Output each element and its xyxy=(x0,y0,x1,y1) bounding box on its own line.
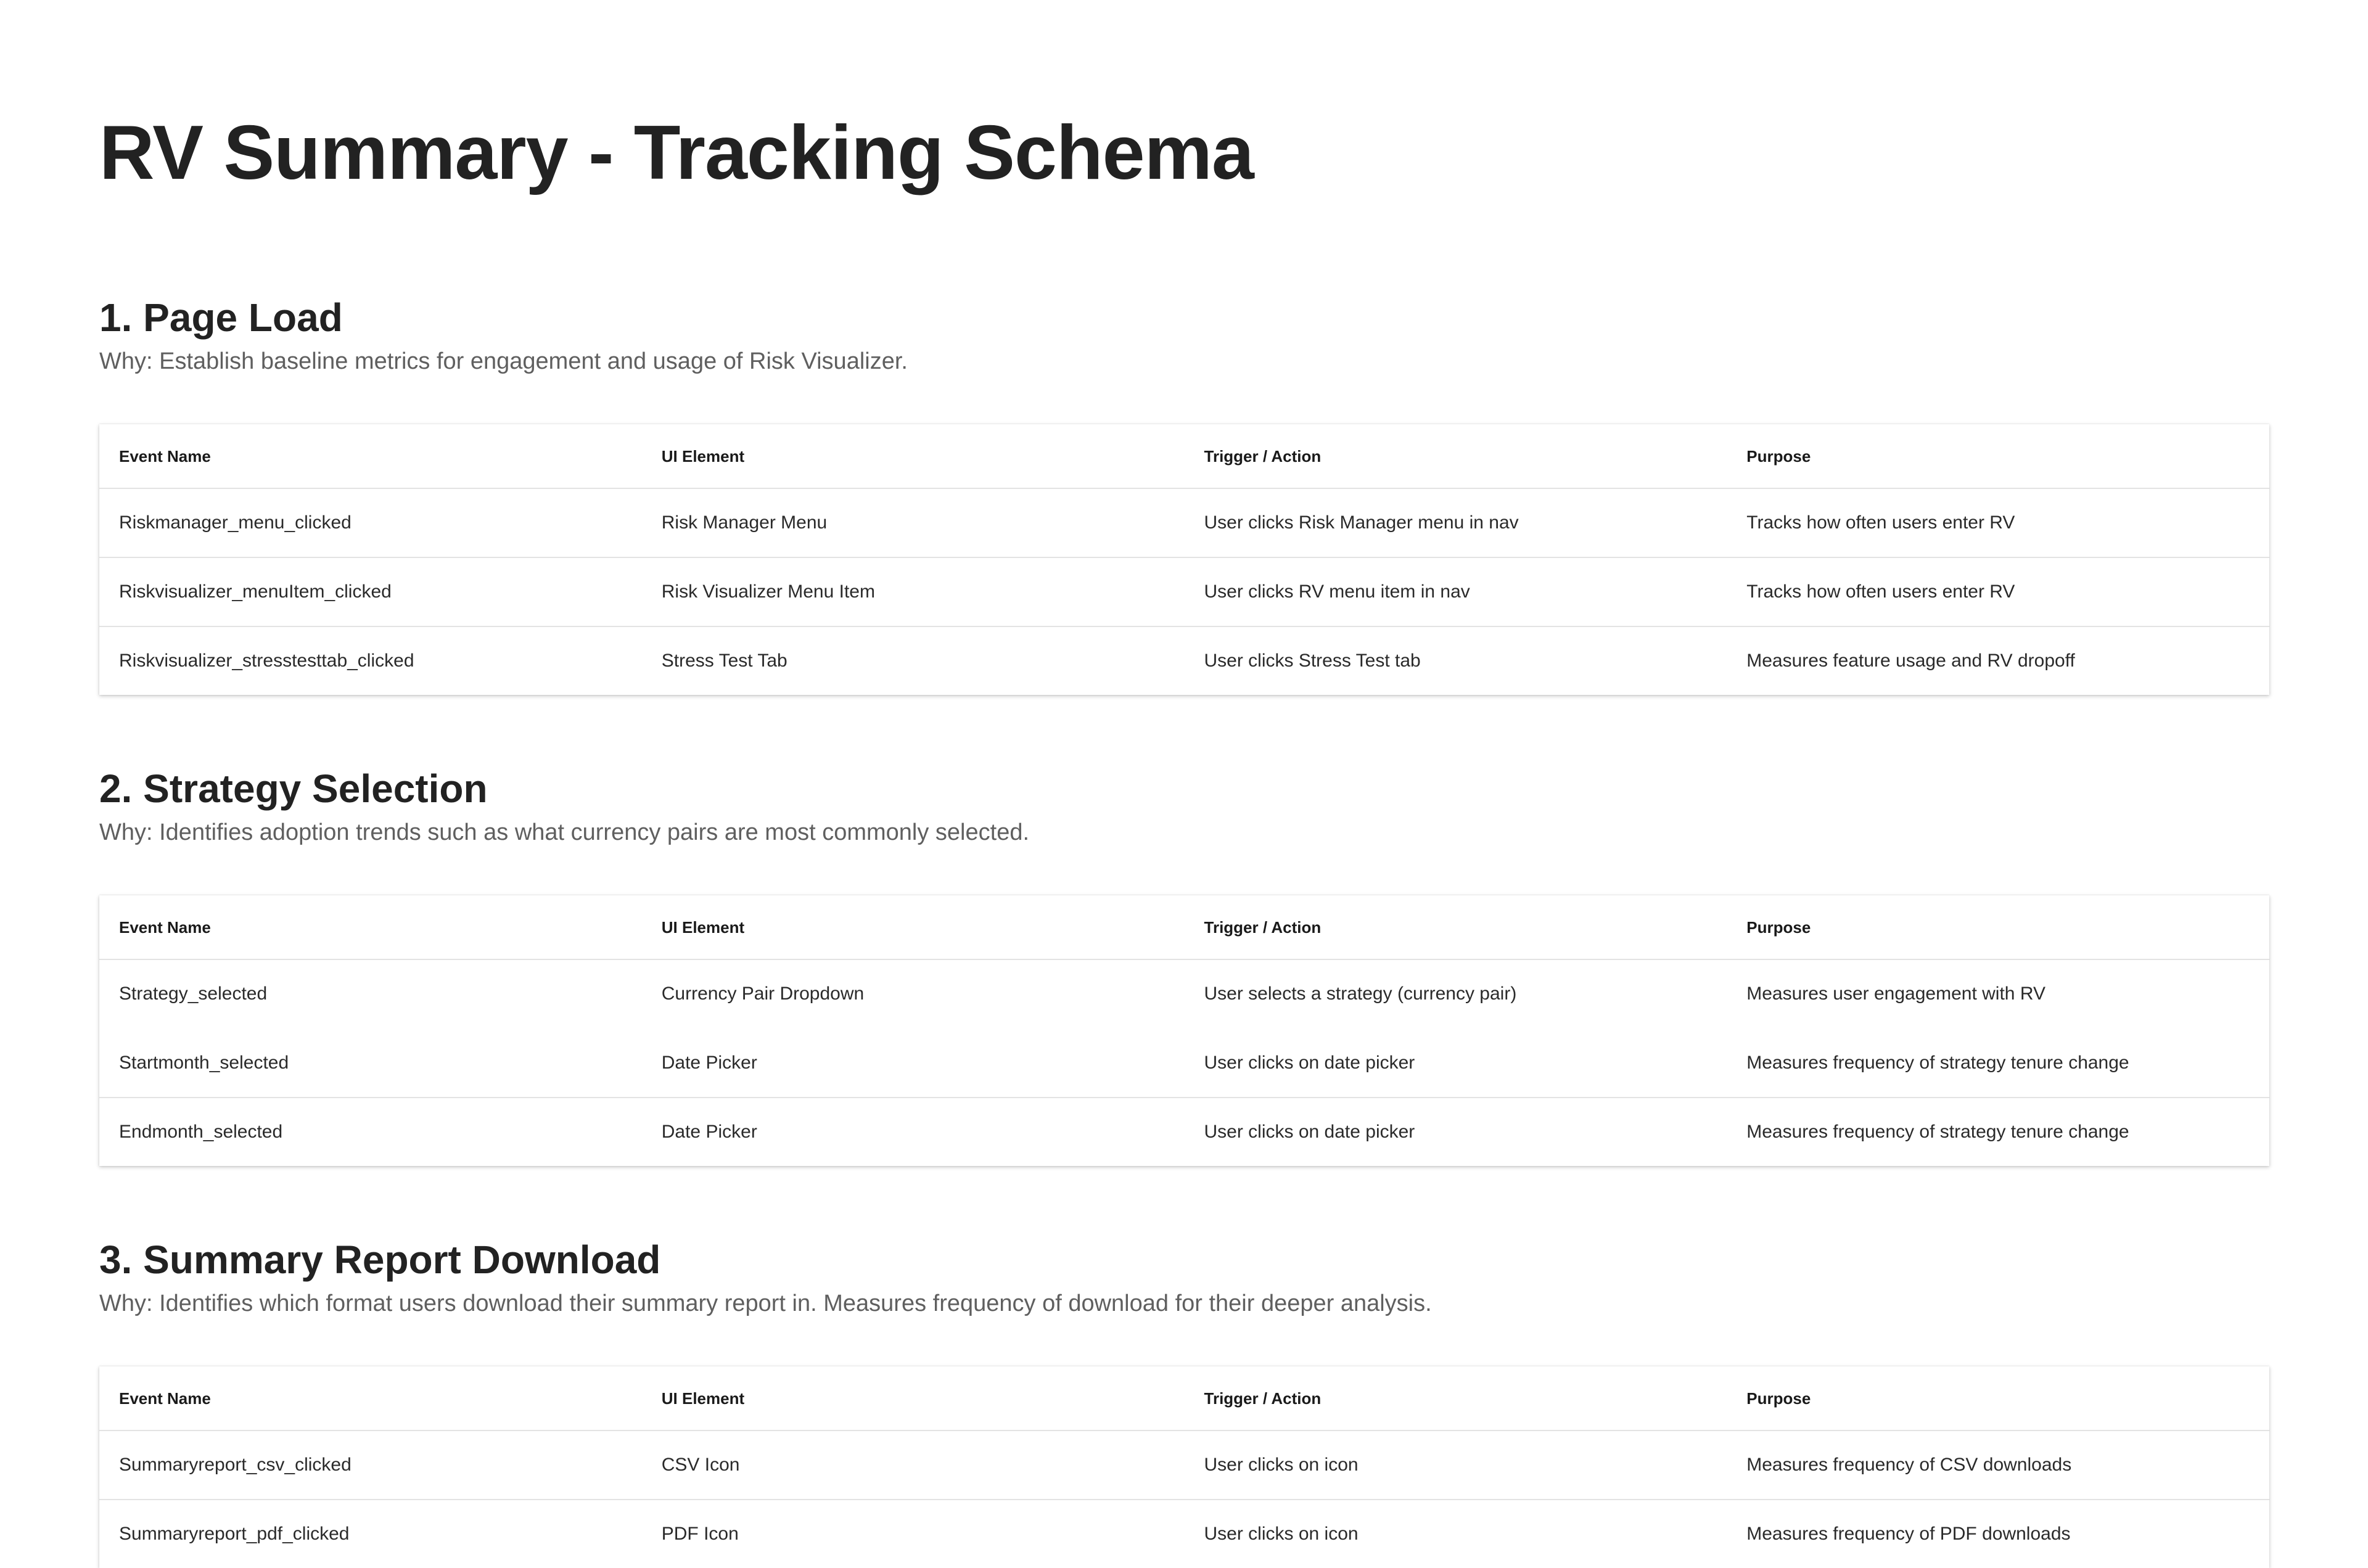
table-row xyxy=(99,488,2269,557)
column-header-purpose: Purpose xyxy=(1746,1389,1811,1408)
ui-element-cell: Stress Test Tab xyxy=(661,651,787,671)
column-header-purpose: Purpose xyxy=(1746,917,1811,937)
event-name-cell: Strategy_selected xyxy=(119,983,268,1004)
column-header-trigger-action: Trigger / Action xyxy=(1204,1389,1322,1408)
table-row xyxy=(99,1430,2269,1499)
trigger-action-cell: User clicks on icon xyxy=(1204,1524,1359,1544)
trigger-action-cell: User clicks on date picker xyxy=(1204,1122,1415,1142)
page-load-table xyxy=(99,424,2269,695)
column-header-event-name: Event Name xyxy=(119,917,211,937)
strategy-selection-table xyxy=(99,895,2269,1166)
section-why: Why: Identifies which format users download their summary report in. Measures frequency of download for their deeper analysis. xyxy=(99,1291,1432,1316)
event-name-cell: Riskvisualizer_menuItem_clicked xyxy=(119,581,392,602)
column-header-event-name: Event Name xyxy=(119,446,211,466)
trigger-action-cell: User clicks Risk Manager menu in nav xyxy=(1204,512,1519,533)
table-header-row xyxy=(99,895,2269,959)
ui-element-cell: Risk Manager Menu xyxy=(661,512,828,533)
purpose-cell: Measures frequency of PDF downloads xyxy=(1746,1524,2071,1544)
table-row xyxy=(99,557,2269,626)
section-why: Why: Identifies adoption trends such as what currency pairs are most commonly selected. xyxy=(99,819,1030,845)
purpose-cell: Tracks how often users enter RV xyxy=(1746,512,2015,533)
section-page-load xyxy=(99,293,2269,377)
table-row xyxy=(99,1097,2269,1166)
table-row xyxy=(99,1028,2269,1097)
purpose-cell: Measures frequency of strategy tenure change xyxy=(1746,1122,2129,1142)
column-header-ui-element: UI Element xyxy=(661,917,745,937)
column-header-event-name: Event Name xyxy=(119,1389,211,1408)
table-row xyxy=(99,626,2269,695)
purpose-cell: Tracks how often users enter RV xyxy=(1746,581,2015,602)
event-name-cell: Riskvisualizer_stresstesttab_clicked xyxy=(119,651,414,671)
event-name-cell: Startmonth_selected xyxy=(119,1053,289,1073)
trigger-action-cell: User clicks on icon xyxy=(1204,1455,1359,1475)
table-header-row xyxy=(99,424,2269,488)
table-row xyxy=(99,1499,2269,1568)
ui-element-cell: CSV Icon xyxy=(661,1455,740,1475)
column-header-trigger-action: Trigger / Action xyxy=(1204,917,1322,937)
trigger-action-cell: User clicks RV menu item in nav xyxy=(1204,581,1470,602)
column-header-ui-element: UI Element xyxy=(661,1389,745,1408)
event-name-cell: Summaryreport_csv_clicked xyxy=(119,1455,352,1475)
ui-element-cell: Risk Visualizer Menu Item xyxy=(661,581,875,602)
ui-element-cell: PDF Icon xyxy=(661,1524,739,1544)
event-name-cell: Endmonth_selected xyxy=(119,1122,283,1142)
purpose-cell: Measures frequency of CSV downloads xyxy=(1746,1455,2072,1475)
table-row xyxy=(99,959,2269,1028)
event-name-cell: Summaryreport_pdf_clicked xyxy=(119,1524,350,1544)
section-summary-report-download xyxy=(99,1235,2269,1319)
purpose-cell: Measures feature usage and RV dropoff xyxy=(1746,651,2075,671)
column-header-trigger-action: Trigger / Action xyxy=(1204,446,1322,466)
trigger-action-cell: User clicks on date picker xyxy=(1204,1053,1415,1073)
page-title: RV Summary - Tracking Schema xyxy=(99,110,1254,195)
section-strategy-selection xyxy=(99,764,2269,848)
purpose-cell: Measures user engagement with RV xyxy=(1746,983,2045,1004)
ui-element-cell: Date Picker xyxy=(661,1122,757,1142)
section-heading: 3. Summary Report Download xyxy=(99,1238,661,1282)
section-heading: 1. Page Load xyxy=(99,295,343,340)
event-name-cell: Riskmanager_menu_clicked xyxy=(119,512,352,533)
column-header-purpose: Purpose xyxy=(1746,446,1811,466)
ui-element-cell: Date Picker xyxy=(661,1053,757,1073)
section-heading: 2. Strategy Selection xyxy=(99,766,488,811)
table-header-row xyxy=(99,1366,2269,1430)
section-why: Why: Establish baseline metrics for engagement and usage of Risk Visualizer. xyxy=(99,348,908,374)
trigger-action-cell: User clicks Stress Test tab xyxy=(1204,651,1421,671)
column-header-ui-element: UI Element xyxy=(661,446,745,466)
trigger-action-cell: User selects a strategy (currency pair) xyxy=(1204,983,1517,1004)
summary-report-download-table xyxy=(99,1366,2269,1568)
ui-element-cell: Currency Pair Dropdown xyxy=(661,983,865,1004)
purpose-cell: Measures frequency of strategy tenure change xyxy=(1746,1053,2129,1073)
